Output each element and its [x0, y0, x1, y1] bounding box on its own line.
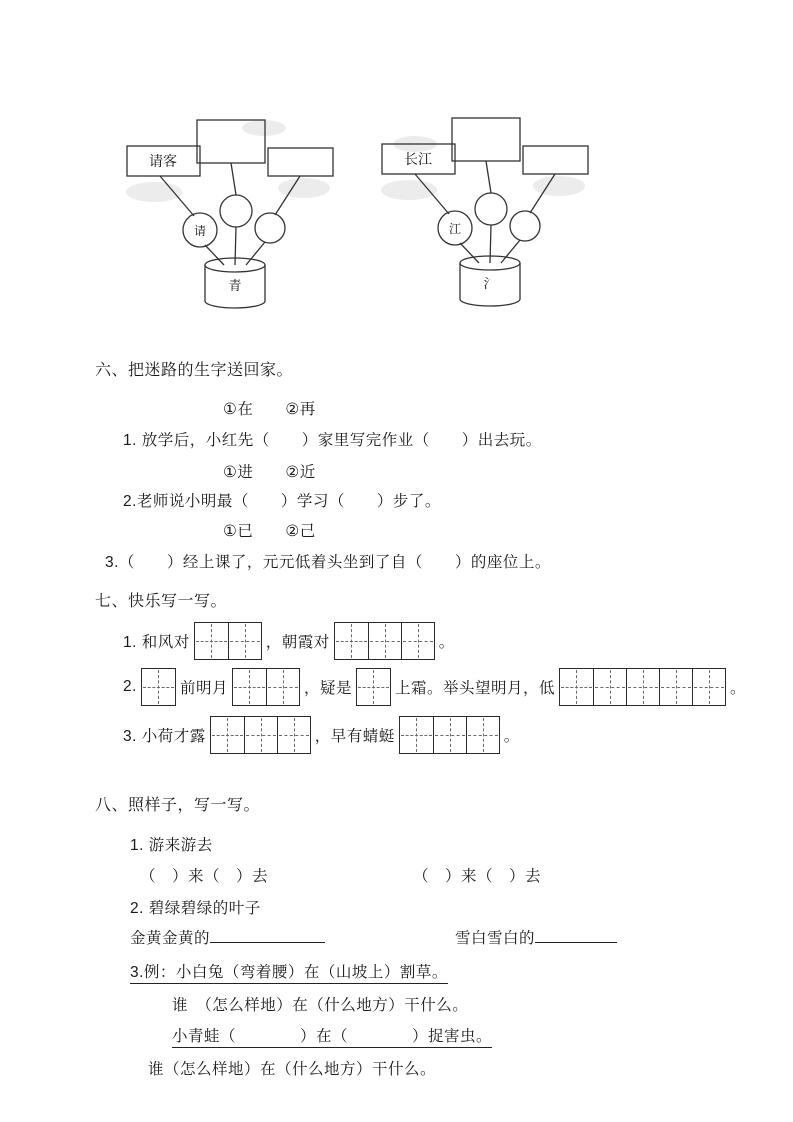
tian-cell: [211, 717, 244, 753]
empty-character-circle: [510, 211, 540, 241]
answer-blank: [535, 927, 617, 943]
writing-grid: [399, 716, 500, 754]
writing-grid: [232, 668, 300, 706]
section6-question-2: 2.老师说小明最（ ）学习（ ）步了。: [123, 493, 441, 510]
cloud-smudge: [533, 176, 585, 196]
writing-grid: [559, 668, 726, 706]
writing-grid: [194, 622, 262, 660]
tian-cell: [626, 669, 659, 705]
line1-text-1: 1. 和风对: [123, 634, 190, 651]
section6-options-2: ①进 ②近: [223, 464, 316, 481]
tian-cell: [228, 623, 261, 659]
line3-text-1: 3. 小荷才露: [123, 728, 206, 745]
answer-blank: [210, 927, 325, 943]
character-circle-label: 江: [448, 222, 462, 236]
section6-question-3: 3.（ ）经上课了，元元低着头坐到了自（ ）的座位上。: [105, 554, 551, 571]
section8-item1-label: 1. 游来游去: [130, 837, 213, 854]
line3-text-3: 。: [503, 728, 520, 745]
radical-base-label: 氵: [483, 276, 497, 291]
tian-cell: [433, 717, 466, 753]
section6-heading: 六、把迷路的生字送回家。: [95, 362, 294, 379]
line2-text-1: 2.: [123, 678, 137, 695]
line3-text-2: ，早有蜻蜓: [314, 728, 395, 745]
section8-item1-line: [140, 864, 541, 886]
empty-character-circle: [220, 195, 252, 227]
empty-word-box: [523, 146, 588, 174]
writing-grid: [356, 668, 391, 706]
cloud-smudge: [242, 120, 286, 136]
section8-item3-practice: [172, 1024, 492, 1046]
empty-character-circle: [475, 193, 507, 225]
section8-item3-example: [130, 960, 448, 982]
writing-grid: [210, 716, 311, 754]
tian-cell: [277, 717, 310, 753]
line2-text-4: 上霜。举头望明月，低: [394, 680, 555, 697]
section8-item3-hint-1: 谁 （怎么样地）在（什么地方）干什么。: [172, 997, 469, 1014]
write-line-1: [123, 622, 455, 660]
practice-sentence: 小青蛙（ ）在（ ）捉害虫。: [172, 1028, 492, 1048]
pattern-blank-1: （ ）来（ ）去: [140, 868, 269, 885]
word-family-diagram-right: [367, 106, 597, 311]
line1-text-2: ，朝霞对: [265, 634, 330, 651]
tian-cell: [659, 669, 692, 705]
radical-base-label: 青: [228, 278, 242, 293]
line1-text-3: 。: [438, 634, 455, 651]
tian-cell: [233, 669, 266, 705]
section7-heading: 七、快乐写一写。: [95, 593, 228, 610]
writing-grid: [141, 668, 176, 706]
connector-line: [486, 161, 491, 193]
tian-cell: [357, 669, 390, 705]
section6-question-1: 1. 放学后，小红先（ ）家里写完作业（ ）出去玩。: [123, 432, 542, 449]
tian-cell: [560, 669, 593, 705]
item2-left-text: 金黄金黄的: [130, 930, 211, 947]
section8-heading: 八、照样子，写一写。: [95, 797, 261, 814]
line2-text-3: ，疑是: [303, 680, 352, 697]
section8-item3-hint-2: 谁（怎么样地）在（什么地方）干什么。: [148, 1061, 437, 1078]
write-line-2: [123, 668, 746, 706]
empty-word-box: [452, 118, 520, 161]
tian-cell: [266, 669, 299, 705]
line2-text-5: 。: [729, 680, 746, 697]
example-sentence: 3.例：小白兔（弯着腰）在（山坡上）割草。: [130, 964, 448, 984]
tian-cell: [335, 623, 368, 659]
line2-text-2: 前明月: [179, 680, 228, 697]
connector-line: [231, 163, 236, 195]
tian-cell: [142, 669, 175, 705]
writing-grid: [334, 622, 435, 660]
pattern-blank-2: （ ）来（ ）去: [413, 868, 542, 885]
section6-options-1: ①在 ②再: [223, 401, 316, 418]
tian-cell: [195, 623, 228, 659]
connector-line: [235, 227, 236, 265]
tian-cell: [692, 669, 725, 705]
item2-right-text: 雪白雪白的: [455, 930, 536, 947]
tian-cell: [401, 623, 434, 659]
cloud-smudge: [278, 178, 330, 198]
word-box-label: 长江: [404, 151, 432, 167]
empty-word-box: [268, 148, 333, 176]
word-box-label: 请客: [149, 153, 177, 169]
empty-character-circle: [255, 213, 285, 243]
write-line-3: [123, 716, 520, 754]
tian-cell: [466, 717, 499, 753]
tian-cell: [244, 717, 277, 753]
tian-cell: [593, 669, 626, 705]
connector-line: [490, 225, 491, 263]
character-circle-label: 请: [193, 224, 207, 238]
section6-options-3: ①已 ②己: [223, 523, 316, 540]
word-family-diagram-left: [112, 108, 342, 313]
tian-cell: [400, 717, 433, 753]
section8-item2-label: 2. 碧绿碧绿的叶子: [130, 900, 261, 917]
section8-item2-line: [130, 926, 617, 948]
tian-cell: [368, 623, 401, 659]
